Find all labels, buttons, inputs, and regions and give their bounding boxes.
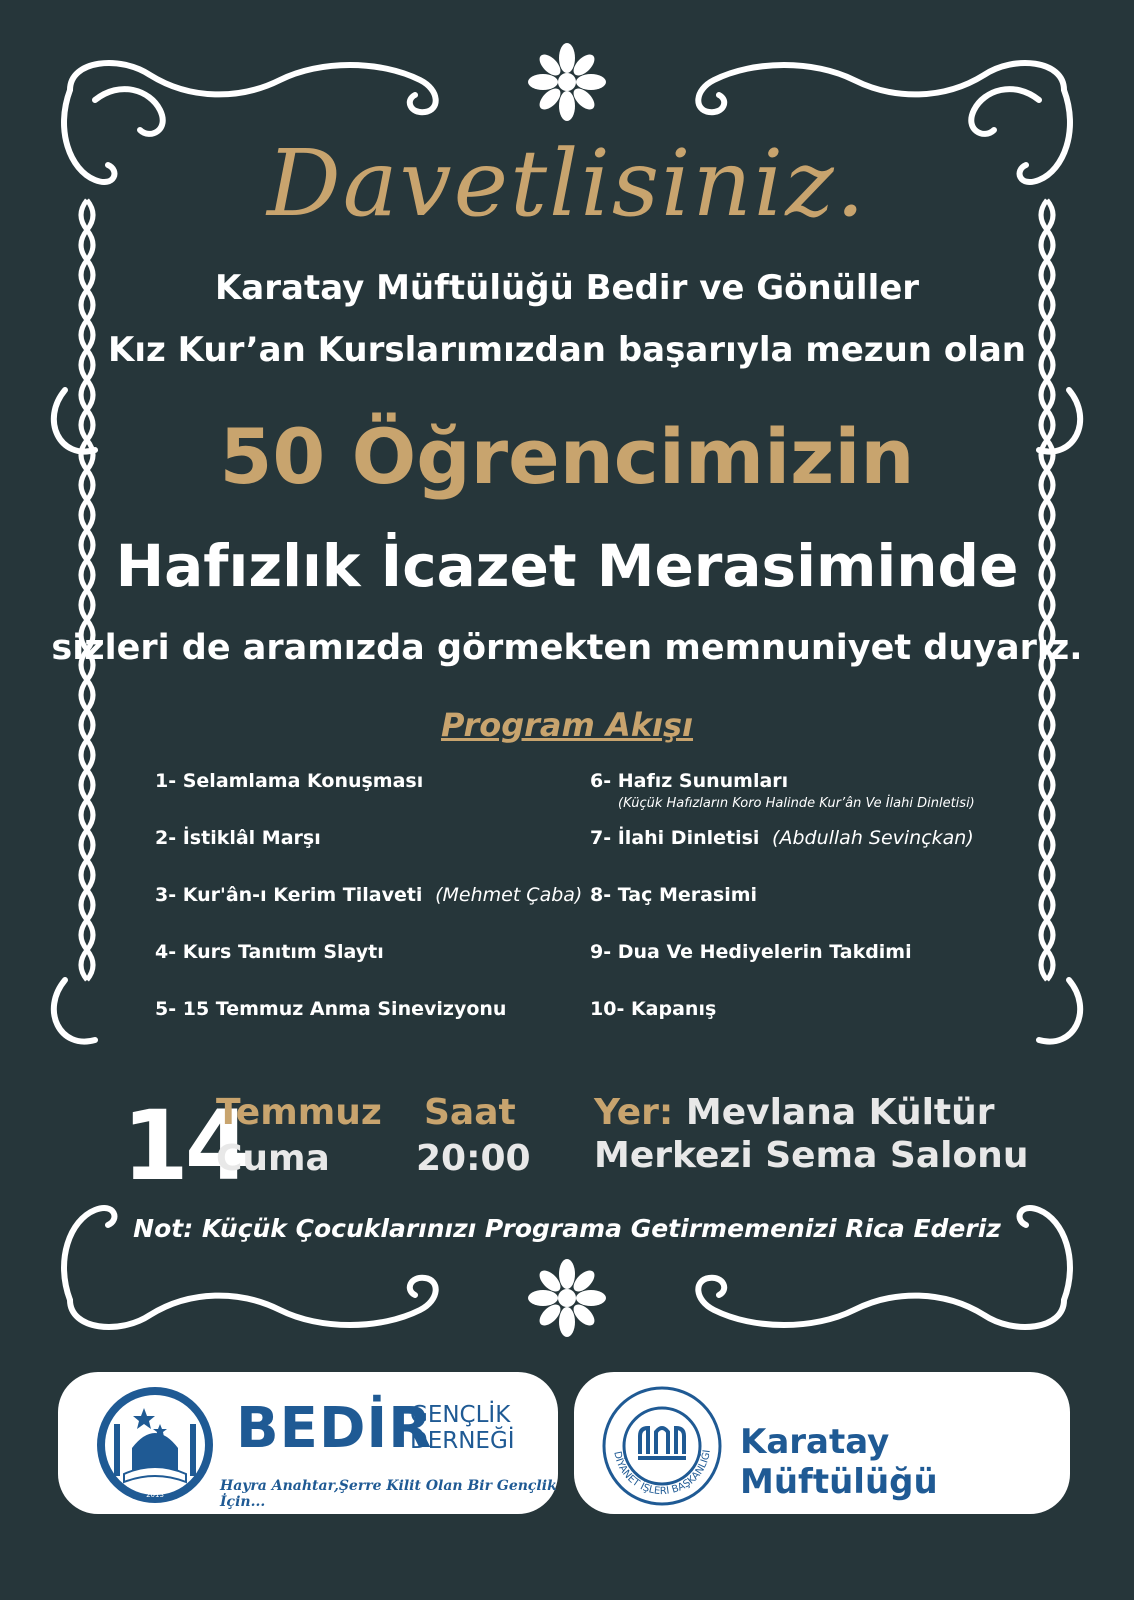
bedir-logo-box [58, 1372, 558, 1514]
program-item-label: Kurs Tanıtım Slaytı [182, 941, 384, 963]
welcome-text: sizleri de aramızda görmekten memnuniyet duyarız. [51, 628, 1083, 668]
student-count-heading: 50 Öğrencimizin [219, 412, 915, 501]
invitation-title: Davetlisiniz. [267, 130, 867, 237]
time-label: Saat [424, 1092, 516, 1133]
program-item: 4- Kurs Tanıtım Slaytı [155, 941, 384, 963]
note-text: Not: Küçük Çocuklarınızı Programa Getirmemenizi Rica Ederiz [133, 1214, 1001, 1243]
event-place-line2: Merkezi Sema Salonu [594, 1135, 1029, 1176]
program-item-label: Kapanış [630, 998, 717, 1020]
program-item: 9- Dua Ve Hediyelerin Takdimi [590, 941, 912, 963]
program-item-performer: (Abdullah Sevinçkan) [772, 827, 974, 849]
place-name-part1: Mevlana Kültür [685, 1092, 995, 1133]
program-item-label: Kur'ân-ı Kerim Tilaveti [182, 884, 423, 906]
bedir-emblem-icon [94, 1384, 216, 1506]
ceremony-heading: Hafızlık İcazet Merasiminde [115, 532, 1019, 600]
program-item-label: Taç Merasimi [617, 884, 758, 906]
mufti-name: Karatay Müftülüğü [740, 1422, 938, 1502]
bedir-slogan: Hayra Anahtar,Şerre Kilit Olan Bir Gençlik İçin... [220, 1478, 557, 1510]
program-item-label: İlahi Dinletisi [617, 827, 760, 849]
event-time: 20:00 [416, 1138, 531, 1179]
program-item-subtitle: (Küçük Hafızların Koro Halinde Kur’ân Ve İlahi Dinletisi) [618, 796, 975, 811]
program-list-left [155, 770, 582, 1055]
program-item: 7- İlahi Dinletisi (Abdullah Sevinçkan) [590, 827, 974, 849]
bedir-subtitle-1: GENÇLİK [410, 1402, 511, 1428]
mufti-logo-box [574, 1372, 1070, 1514]
diyanet-seal-icon [600, 1384, 724, 1508]
svg-text:2013: 2013 [146, 1491, 164, 1499]
bedir-name: BEDİR [236, 1396, 433, 1461]
event-day: 14 [122, 1090, 248, 1202]
event-place-line1 [594, 1092, 995, 1133]
program-item-label: İstiklâl Marşı [182, 827, 321, 849]
svg-text:KONYA: KONYA [141, 1481, 169, 1490]
program-item-label: Selamlama Konuşması [182, 770, 424, 792]
organizer-line: Karatay Müftülüğü Bedir ve Gönüller [214, 268, 920, 308]
program-item: 5- 15 Temmuz Anma Sinevizyonu [155, 998, 507, 1020]
event-weekday: Cuma [216, 1138, 330, 1179]
program-title: Program Akışı [440, 706, 694, 744]
event-month: Temmuz [216, 1092, 382, 1133]
program-item-label: 15 Temmuz Anma Sinevizyonu [182, 998, 507, 1020]
program-list-right [590, 770, 975, 1055]
program-item: 10- Kapanış [590, 998, 717, 1020]
svg-text:DİYANET İŞLERİ BAŞKANLIĞI: DİYANET İŞLERİ BAŞKANLIĞI [611, 1449, 713, 1498]
program-item: 3- Kur'ân-ı Kerim Tilaveti (Mehmet Çaba) [155, 884, 583, 906]
graduation-line: Kız Kur’an Kurslarımızdan başarıyla mezun olan [107, 330, 1027, 370]
place-label: Yer: [594, 1092, 674, 1133]
bedir-subtitle-2: DERNEĞİ [410, 1428, 515, 1454]
program-item: 8- Taç Merasimi [590, 884, 758, 906]
program-item: 6- Hafız Sunumları (Küçük Hafızların Koro Halinde Kur’ân Ve İlahi Dinletisi) [590, 770, 975, 811]
program-item: 1- Selamlama Konuşması [155, 770, 424, 792]
program-item-label: Dua Ve Hediyelerin Takdimi [617, 941, 912, 963]
program-item: 2- İstiklâl Marşı [155, 827, 321, 849]
program-item-label: Hafız Sunumları [617, 770, 789, 792]
program-item-performer: (Mehmet Çaba) [435, 884, 583, 906]
